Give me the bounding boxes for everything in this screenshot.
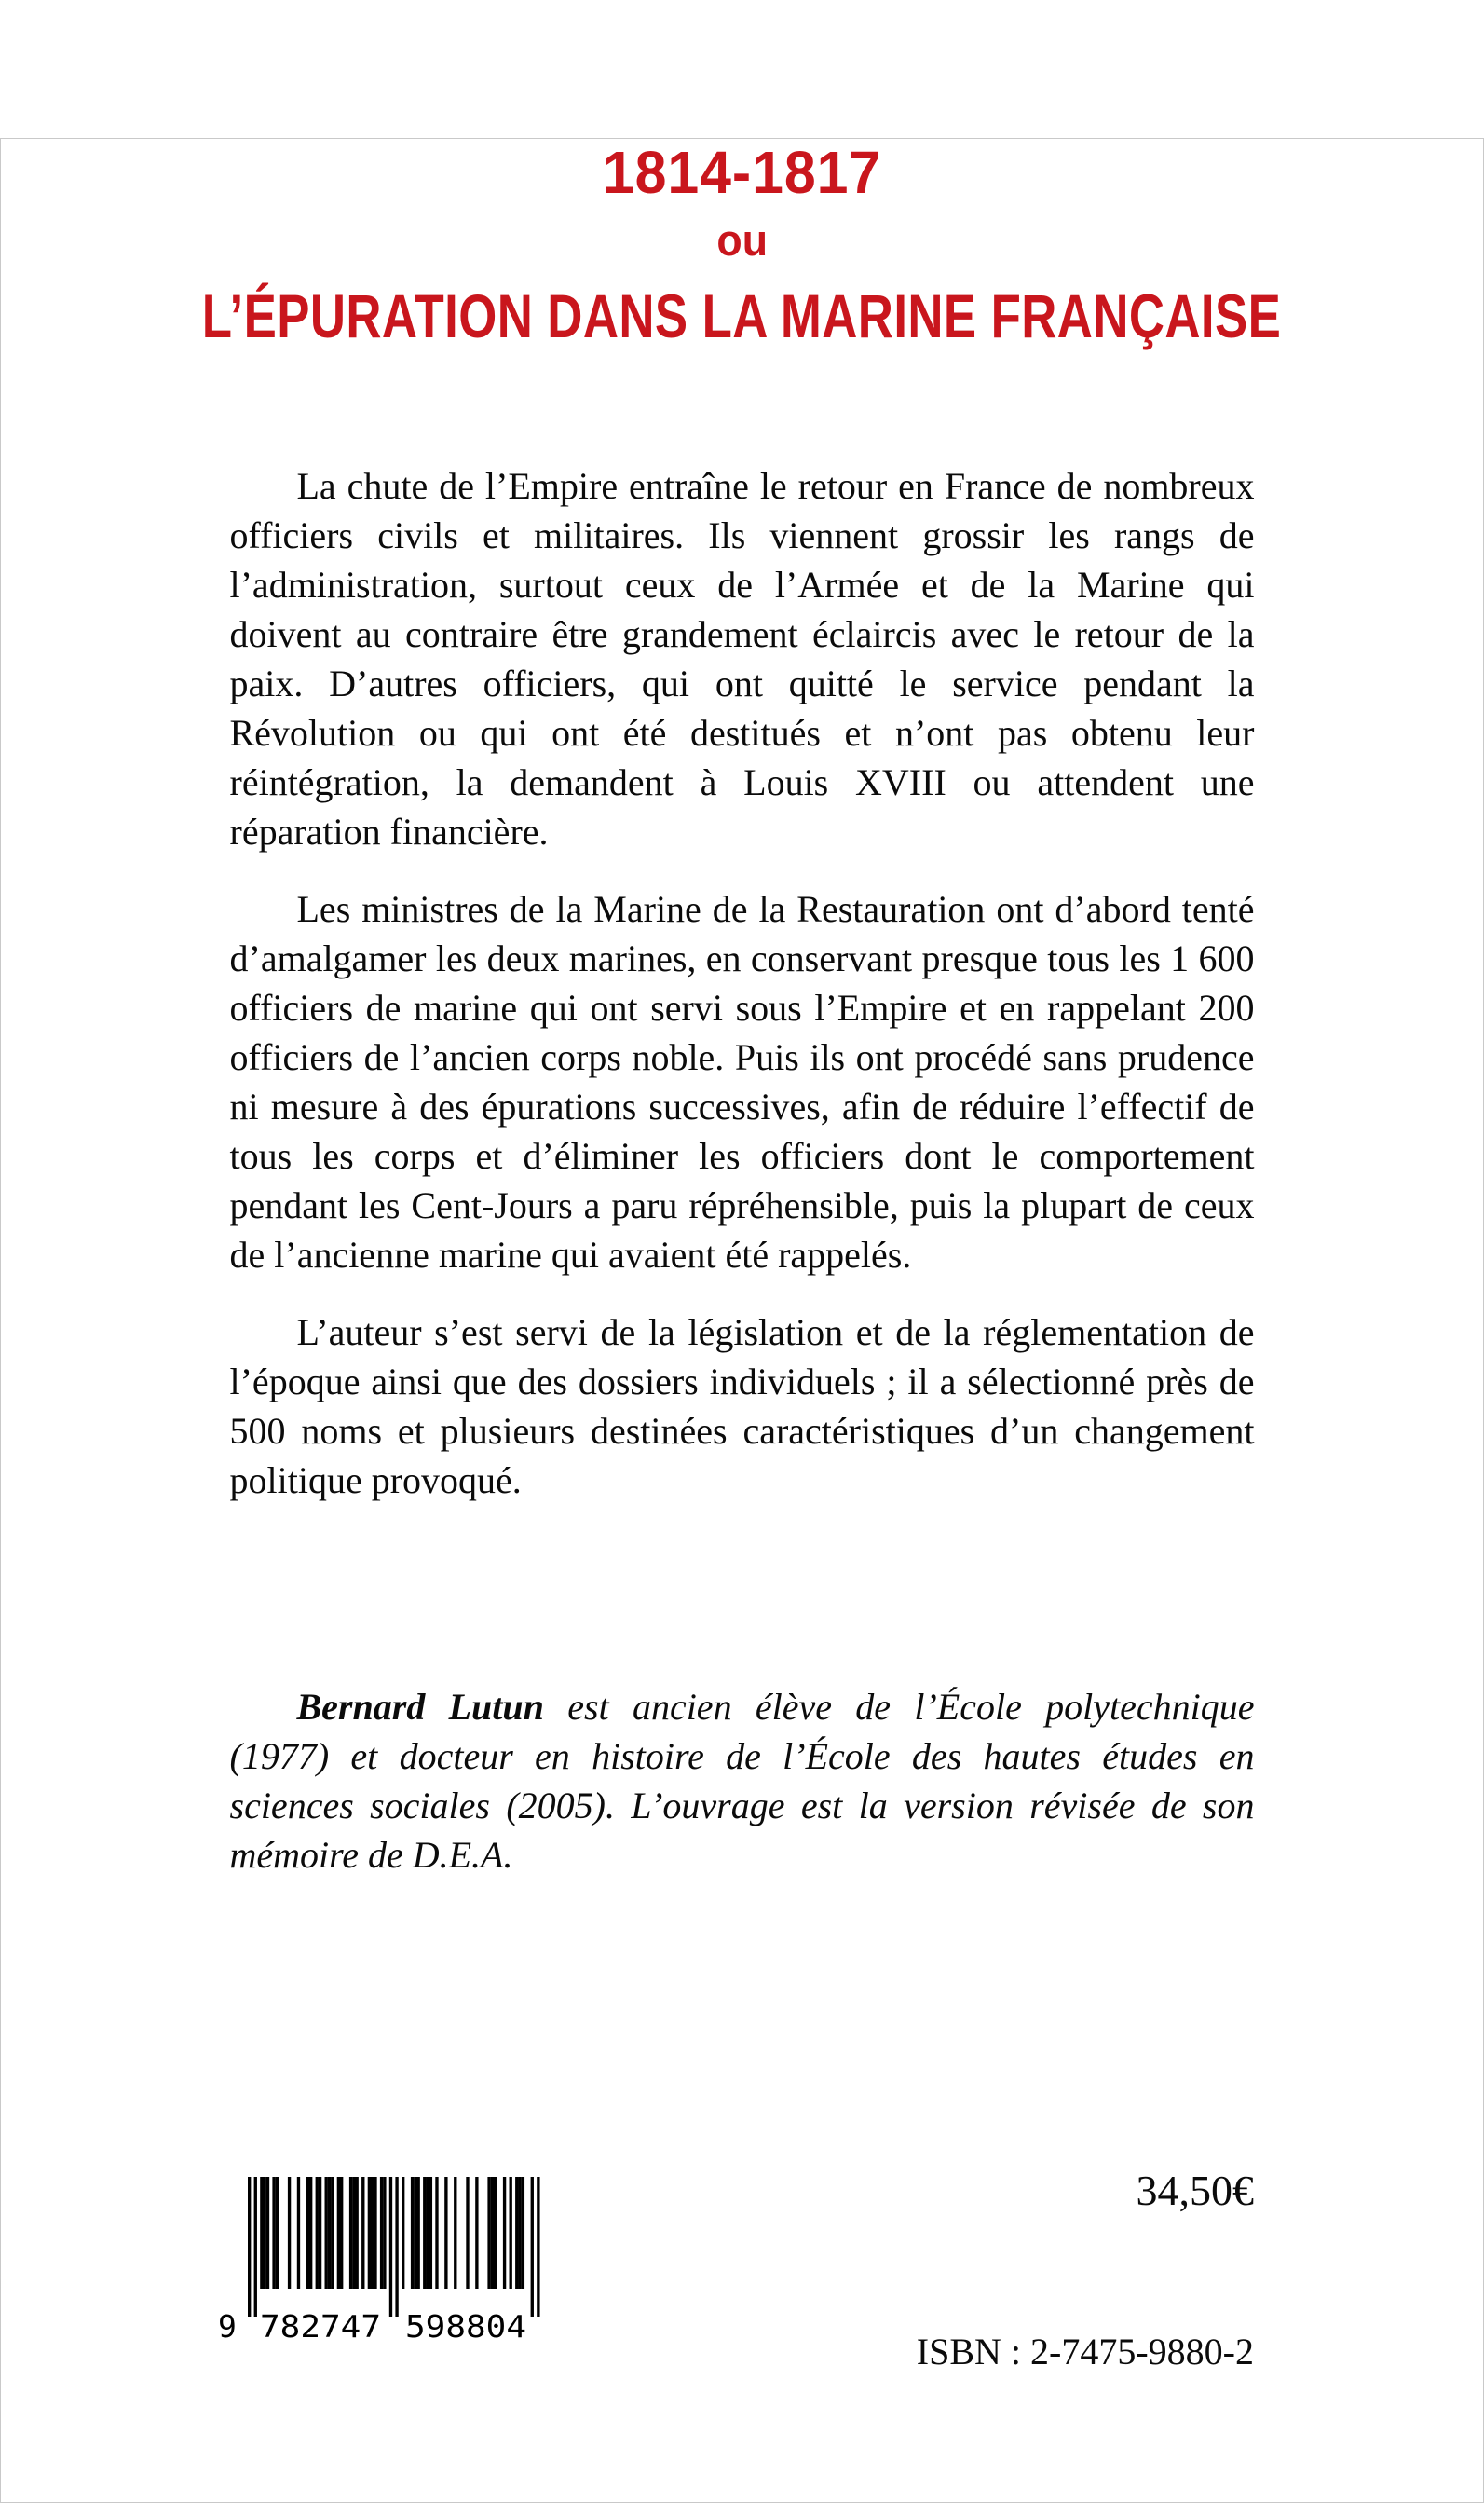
book-back-cover xyxy=(0,138,1484,2503)
title-main-line xyxy=(0,280,1484,351)
barcode-digits-left: 782747 xyxy=(260,2308,381,2343)
barcode-svg xyxy=(216,2177,544,2343)
paragraph-2: Les ministres de la Marine de la Restauration ont d’abord tenté d’amalgamer les deux marines, en conservant presque tous les 1 600 officiers de marine qui ont servi sous l’Empire et en rappelant 200 officiers de l’ancien corps noble. Puis ils ont procédé sans prudence ni mesure à des épurations successives, afin de réduire l’effectif de tous les corps et d’éliminer les officiers dont le comportement pendant les Cent-Jours a paru répréhensible, puis la plupart de ceux de l’ancienne marine qui avaient été rappelés. xyxy=(229,888,1255,1276)
title-years-line xyxy=(0,138,1484,207)
title-ou: ou xyxy=(716,215,768,265)
title-block xyxy=(0,138,1484,351)
barcode-bars xyxy=(248,2177,540,2317)
author-name: Bernard Lutun xyxy=(296,1686,544,1728)
price: 34,50€ xyxy=(1136,2167,1254,2214)
barcode xyxy=(216,2177,544,2347)
barcode-digits-right: 598804 xyxy=(405,2308,526,2343)
paragraph-1: La chute de l’Empire entraîne le retour en France de nombreux officiers civils et militaires. Ils viennent grossir les rangs de l’administration, surtout ceux de l’Armée et de la Marine qui doivent au contraire être grandement éclaircis avec le retour de la paix. D’autres officiers, qui ont quitté le service pendant la Révolution ou qui ont été destitués et n’ont pas obtenu leur réintégration, la demandent à Louis XVIII ou attendent une réparation financière. xyxy=(229,465,1255,853)
isbn: ISBN : 2-7475-9880-2 xyxy=(916,2331,1254,2373)
barcode-digit-lead: 9 xyxy=(218,2308,237,2343)
title-years: 1814-1817 xyxy=(602,139,882,206)
author-bio xyxy=(230,1682,1255,1880)
back-cover-text xyxy=(230,461,1255,1880)
paragraph-3: L’auteur s’est servi de la législation et de la réglementation de l’époque ainsi que des dossiers individuels ; il a sélectionné près de 500 noms et plusieurs destinées caractéristiques d’un changement politique provoqué. xyxy=(229,1311,1255,1501)
author-bio-text: est ancien élève de l’École polytechnique (1977) et docteur en histoire de l’École des hautes études en sciences sociales (2005). L’ouvrage est la version révisée de son mémoire de D.E.A. xyxy=(229,1686,1255,1876)
title-ou-line xyxy=(0,214,1484,266)
title-main: L’ÉPURATION DANS LA MARINE FRANÇAISE xyxy=(202,281,1282,350)
